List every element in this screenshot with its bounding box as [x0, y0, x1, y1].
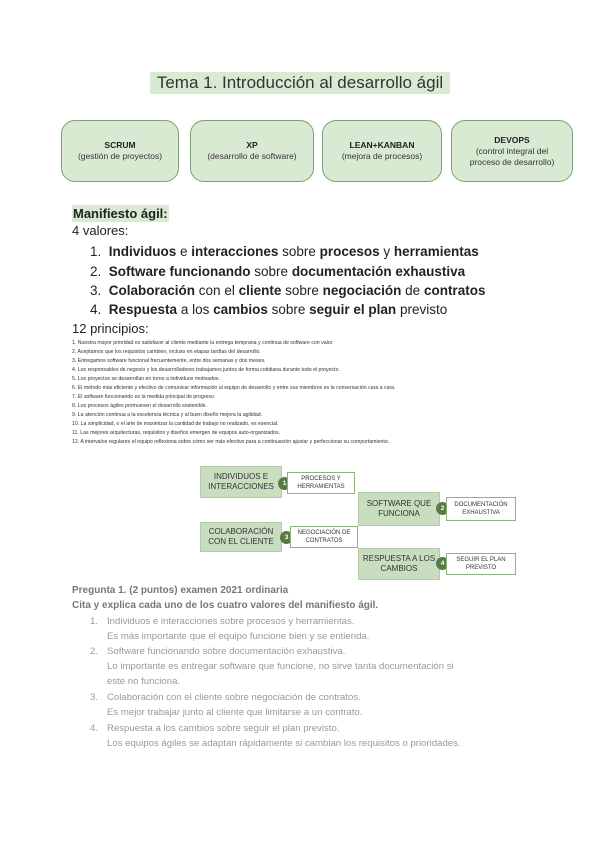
answer-value: Software funcionando sobre documentación exhaustiva. — [107, 646, 346, 657]
answer-number: 1. — [90, 616, 99, 627]
answer-explanation: Es mejor trabajar junto al cliente que limitarse a un contrato. — [107, 707, 363, 718]
value-term: cliente — [238, 283, 282, 298]
method-name: XP — [246, 140, 258, 150]
principle-item: 12. A intervalos regulares el equipo reflexiona sobre cómo ser más efectivo para a continuación ajustar y perfeccionar su comportamiento. — [72, 439, 390, 445]
answer-value: Respuesta a los cambios sobre seguir el plan previsto. — [107, 723, 340, 734]
method-desc: (control integral del proceso de desarrollo) — [469, 145, 555, 167]
value-text: sobre — [267, 302, 310, 317]
method-card-devops — [451, 120, 573, 182]
method-desc: (gestión de proyectos) — [77, 151, 163, 161]
answer-value: Colaboración con el cliente sobre negociación de contratos. — [107, 692, 361, 703]
principle-item: 1. Nuestra mayor prioridad es satisfacer al cliente mediante la entrega temprana y continua de software con valor. — [72, 340, 334, 346]
diagram-badge: 2 — [436, 502, 449, 515]
answer-explanation: Es más importante que el equipo funcione bien y se entienda. — [107, 631, 370, 642]
diagram-badge: 1 — [278, 477, 291, 490]
method-desc: (desarrollo de software) — [207, 151, 297, 161]
principle-item: 10. La simplicidad, o el arte de maximizar la cantidad de trabajo no realizado, es esencial. — [72, 421, 279, 427]
value-text: e — [176, 244, 192, 259]
principle-item: 7. El software funcionando es la medida principal de progreso. — [72, 394, 216, 400]
value-term: negociación — [322, 283, 402, 298]
value-item-3 — [90, 281, 485, 300]
answer-explanation: Los equipos ágiles se adaptan rápidamente si cambian los requisitos o prioridades. — [107, 738, 461, 749]
diagram-badge: 3 — [280, 531, 293, 544]
value-term: cambios — [213, 302, 268, 317]
manifesto-heading: Manifiesto ágil: — [73, 206, 168, 221]
diagram-tag: PROCESOS Y HERRAMIENTAS — [287, 472, 355, 494]
principle-item: 4. Los responsables de negocio y los desarrolladores trabajamos juntos de forma cotidiana durante todo el proyecto. — [72, 367, 340, 373]
value-text: a los — [177, 302, 214, 317]
method-card-lean-kanban — [322, 120, 442, 182]
value-item-2 — [90, 262, 465, 281]
value-text: sobre — [250, 264, 292, 279]
value-term: Individuos — [108, 244, 177, 259]
diagram-node-colaboracion: COLABORACIÓN CON EL CLIENTE — [200, 522, 282, 552]
value-number: 2. — [90, 264, 102, 279]
answer-number: 2. — [90, 646, 99, 657]
diagram-tag: SEGUIR EL PLAN PREVISTO — [446, 553, 516, 575]
value-text: de — [401, 283, 424, 298]
values-label: 4 valores: — [72, 223, 129, 238]
principle-item: 11. Las mejores arquitecturas, requisitos y diseños emergen de equipos auto-organizados. — [72, 430, 281, 436]
value-number: 4. — [90, 302, 102, 317]
method-name: DEVOPS — [494, 134, 530, 145]
value-term: contratos — [423, 283, 486, 298]
method-name: LEAN+KANBAN — [349, 140, 415, 150]
method-desc: (mejora de procesos) — [341, 151, 423, 161]
principle-item: 3. Entregamos software funcional frecuentemente, entre dos semanas y dos meses. — [72, 358, 266, 364]
value-number: 1. — [90, 244, 102, 259]
answer-number: 4. — [90, 723, 99, 734]
diagram-node-software: SOFTWARE QUE FUNCIONA — [358, 492, 440, 526]
value-term: interacciones — [191, 244, 279, 259]
method-name: SCRUM — [104, 140, 136, 150]
value-text: y — [379, 244, 394, 259]
diagram-node-respuesta: RESPUESTA A LOS CAMBIOS — [358, 548, 440, 580]
diagram-badge: 4 — [436, 557, 449, 570]
value-text: sobre — [281, 283, 323, 298]
diagram-tag: NEGOCIACIÓN DE CONTRATOS — [290, 526, 358, 548]
value-term: seguir el plan — [309, 302, 397, 317]
method-card-scrum — [61, 120, 179, 182]
question-title: Pregunta 1. (2 puntos) examen 2021 ordinaria — [72, 585, 289, 596]
principle-item: 6. El método más eficiente y efectivo de comunicar información al equipo de desarrollo y entre sus miembros es la conversación cara a cara. — [72, 385, 396, 391]
value-term: herramientas — [393, 244, 479, 259]
value-item-4 — [90, 300, 447, 319]
value-term: procesos — [319, 244, 380, 259]
principle-item: 5. Los proyectos se desarrollan en torno a individuos motivados. — [72, 376, 220, 382]
value-text: con el — [195, 283, 239, 298]
answer-value: Individuos e interacciones sobre procesos y herramientas. — [107, 616, 355, 627]
value-term: Respuesta — [108, 302, 178, 317]
value-number: 3. — [90, 283, 102, 298]
value-term: documentación exhaustiva — [291, 264, 466, 279]
value-text: previsto — [396, 302, 448, 317]
page-title: Tema 1. Introducción al desarrollo ágil — [150, 72, 450, 94]
principle-item: 9. La atención continua a la excelencia técnica y al buen diseño mejora la agilidad. — [72, 412, 263, 418]
principle-item: 8. Los procesos ágiles promueven el desarrollo sostenible. — [72, 403, 207, 409]
answer-explanation: este no funciona. — [107, 676, 181, 687]
principles-label: 12 principios: — [72, 321, 149, 336]
principle-item: 2. Aceptamos que los requisitos cambien, incluso en etapas tardías del desarrollo. — [72, 349, 261, 355]
method-card-xp — [190, 120, 314, 182]
answer-explanation: Lo importante es entregar software que funcione, no sirve tanta documentación si — [107, 661, 454, 672]
answer-number: 3. — [90, 692, 99, 703]
question-prompt: Cita y explica cada uno de los cuatro valores del manifiesto ágil. — [72, 600, 379, 611]
value-term: Software funcionando — [108, 264, 251, 279]
diagram-tag: DOCUMENTACIÓN EXHAUSTIVA — [446, 497, 516, 521]
value-text: sobre — [278, 244, 320, 259]
value-term: Colaboración — [108, 283, 196, 298]
diagram-node-individuos: INDIVIDUOS E INTERACCIONES — [200, 466, 282, 498]
value-item-1 — [90, 242, 479, 261]
